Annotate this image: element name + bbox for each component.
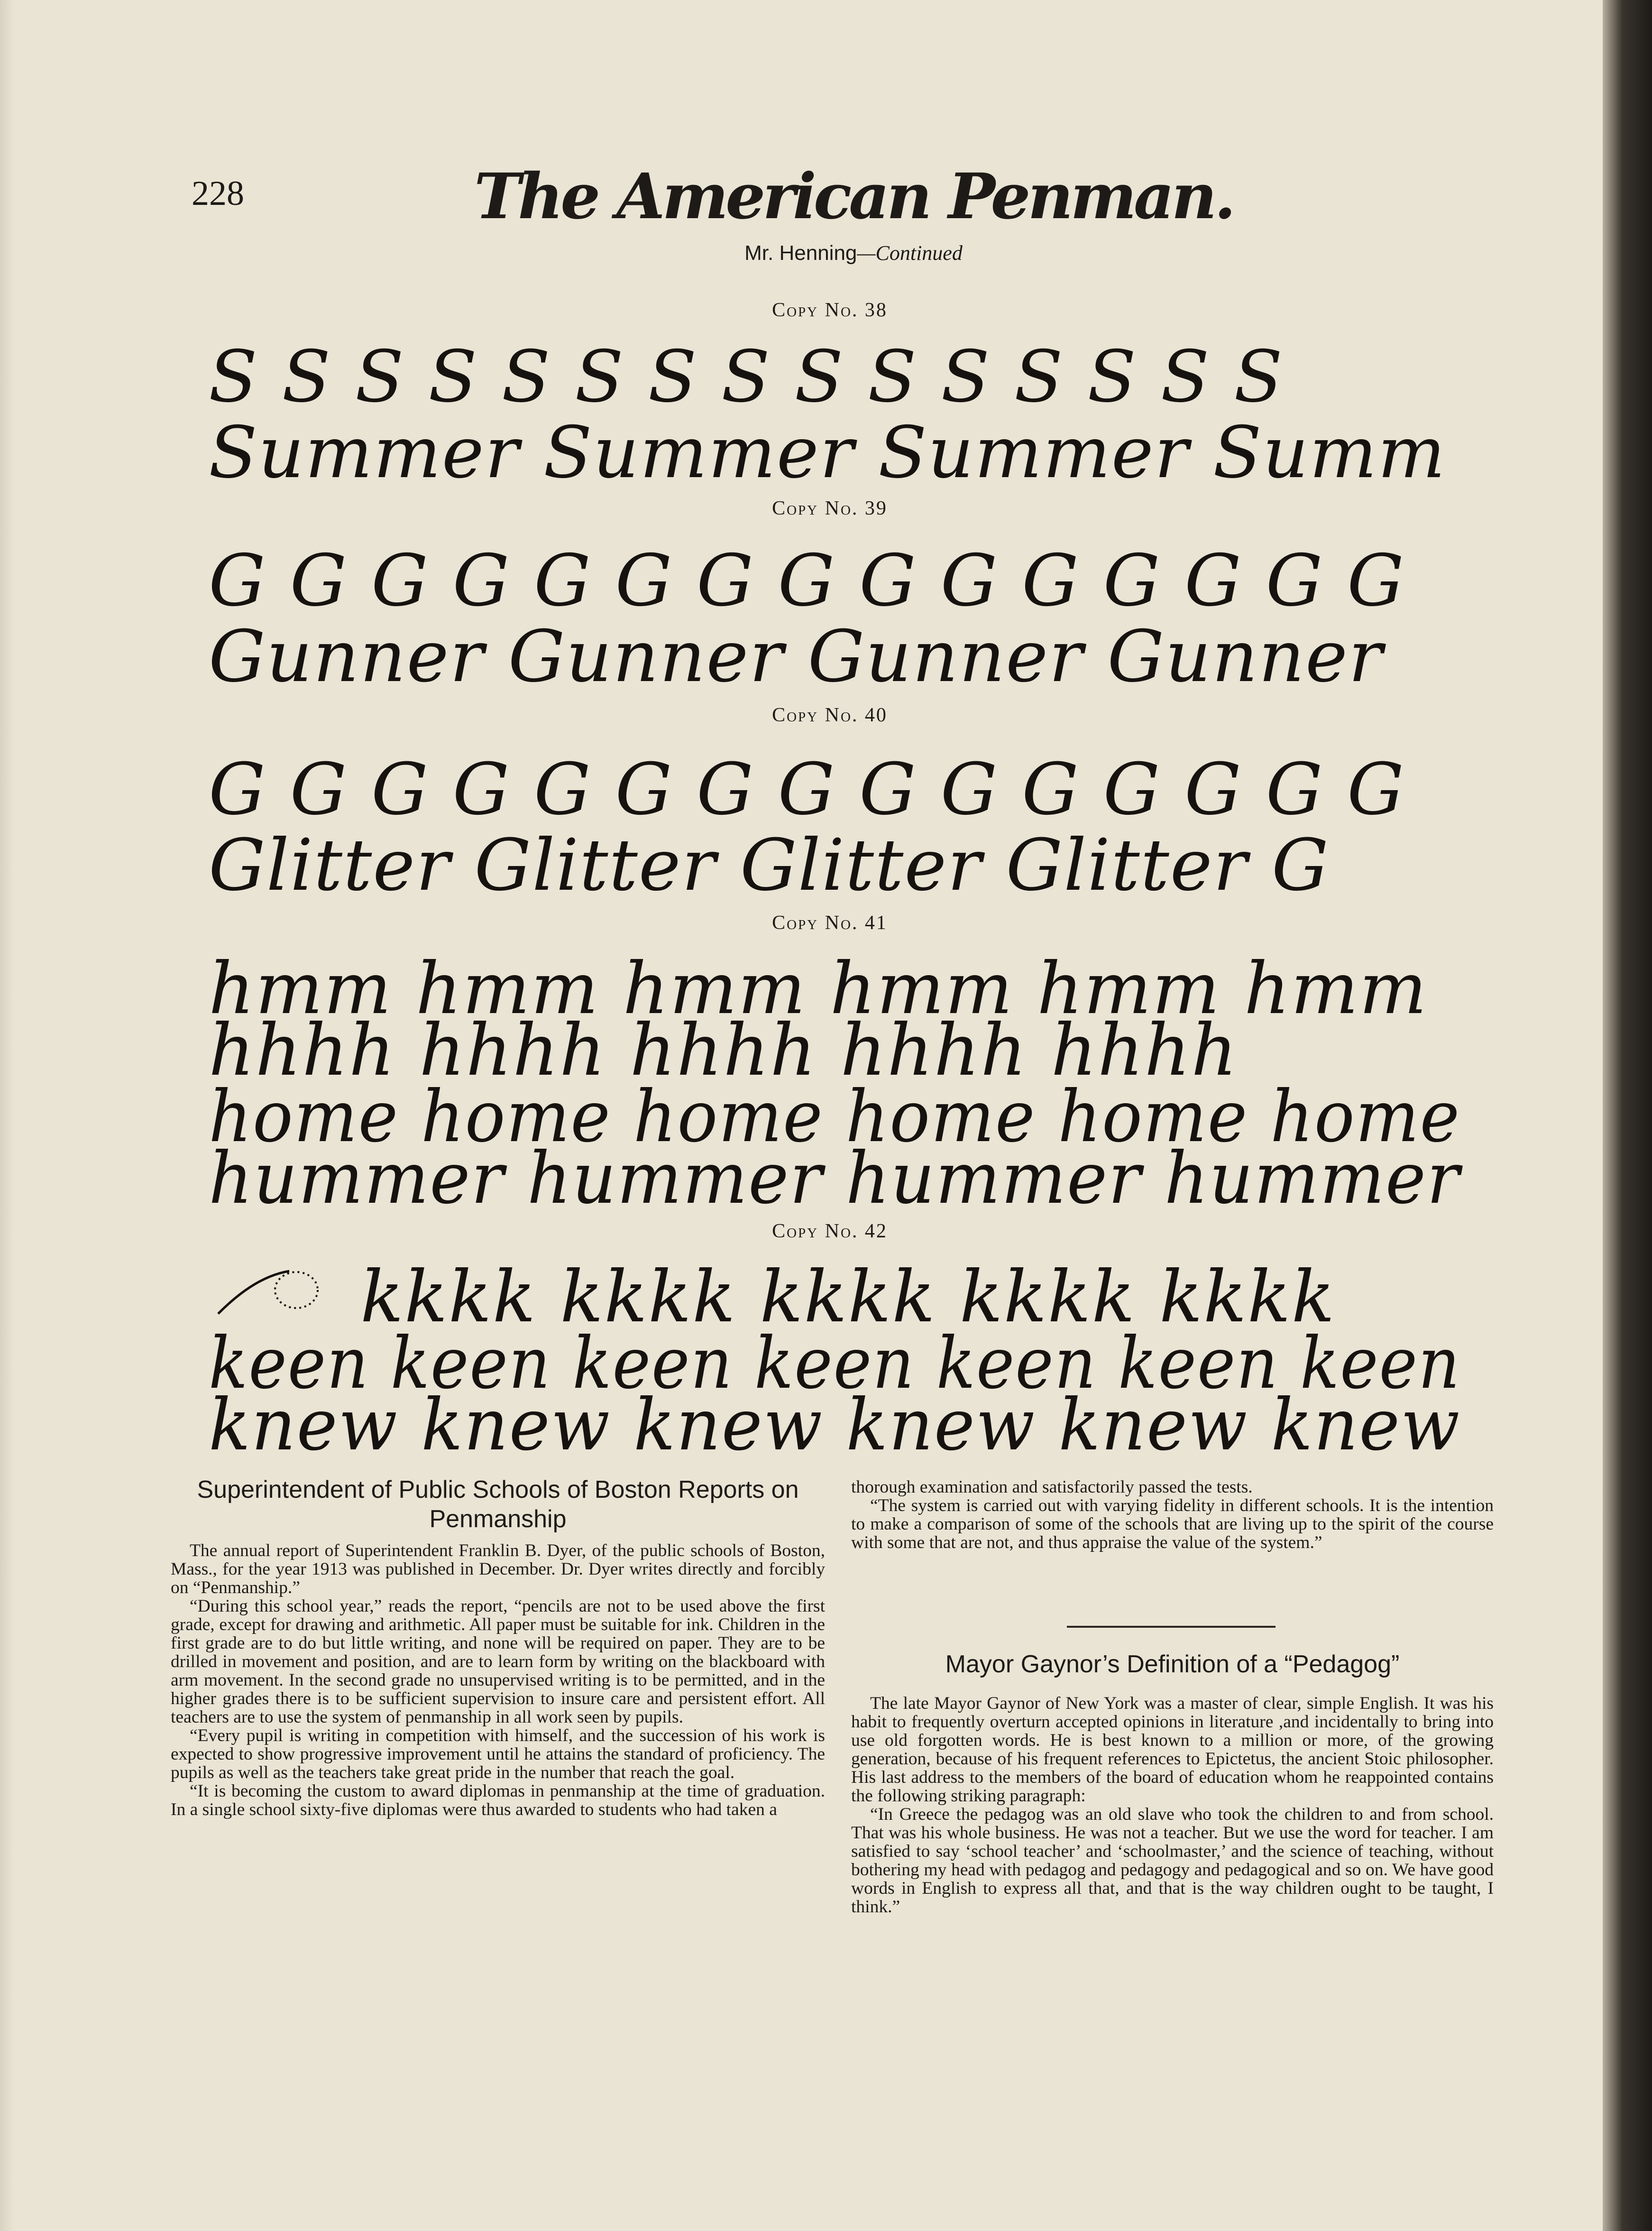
copy-heading-39: Copy No. 39 — [772, 498, 888, 519]
paragraph: “In Greece the pedagog was an old slave who took the children to and from school. That was his whole business. He was not a teacher. But we use the word for teacher. I am satisfied to say ‘school teacher’ and ‘schoolmaster,’ and the science of teaching, without bothering my head with pedagog and pedagogy and pedagogical and so on. We have good words in English to express all that, and that is the way children ought to be taught, I think.” — [851, 1805, 1494, 1917]
script-line-42-1: kkkk kkkk kkkk kkkk kkkk — [360, 1262, 1336, 1333]
paragraph: “It is becoming the custom to award diplomas in penmanship at the time of graduation. In a single school sixty-five diplomas were thus awarded to students who had taken a — [171, 1781, 825, 1819]
oval-drill-mark — [209, 1262, 351, 1318]
continued-line — [474, 241, 1233, 265]
paragraph: “Every pupil is writing in competition with himself, and the succession of his work is expected to show progressive improvement until he attains the standard of proficiency. The pupils as well as the teachers take great pride in the number that reach the goal. — [171, 1726, 825, 1782]
script-line-39-1: G G G G G G G G G G G G G G G — [209, 545, 1405, 617]
page-number: 228 — [192, 174, 244, 213]
article-title-pedagog: Mayor Gaynor’s Definition of a “Pedagog” — [945, 1650, 1400, 1678]
section-divider — [1067, 1626, 1276, 1628]
script-line-42-3: knew knew knew knew knew knew — [209, 1384, 1461, 1466]
script-line-38-1: S S S S S S S S S S S S S S S — [209, 341, 1284, 413]
copy-heading-41: Copy No. 41 — [772, 912, 888, 934]
copy-heading-38: Copy No. 38 — [772, 299, 888, 321]
article-body-boston — [171, 1541, 825, 1819]
script-line-41-4: hummer hummer hummer hummer — [209, 1137, 1460, 1220]
paragraph: The annual report of Superintendent Franklin B. Dyer, of the public schools of Boston, Mass., for the year 1913 was published in December. Dr. Dyer writes directly and forcibly on “Penmanship.” — [171, 1541, 825, 1597]
copy-heading-42: Copy No. 42 — [772, 1220, 888, 1242]
paragraph: “During this school year,” reads the report, “pencils are not to be used above the first grade, except for drawing and arithmetic. All paper must be suitable for ink. Children in the first grade are to do but little writing, and none will be required on paper. They are to be drilled in movement and position, and are to learn form by writing on the blackboard with arm movement. In the second grade no unsupervised writing is to be permitted, and in the higher grades there is to be sufficient supervision to insure care and persistent effort. All teachers are to use the system of penmanship in all work seen by pupils. — [171, 1596, 825, 1727]
scan-edge-shadow — [0, 0, 14, 2231]
continued-label: —Continued — [857, 241, 963, 265]
script-line-41-1: hmm hmm hmm hmm hmm hmm — [209, 953, 1428, 1024]
paragraph: “The system is carried out with varying fidelity in different schools. It is the intention to make a comparison of some of the schools that are living up to the spirit of the course with some that are not, and thus appraise the value of the system.” — [851, 1496, 1494, 1552]
paragraph: The late Mayor Gaynor of New York was a master of clear, simple English. It was his habit to frequently overturn accepted opinions in literature ,and incidentally to bring into use old forgotten words. He is best known to a million or more, of the growing generation, because of his frequent references to Epictetus, the ancient Stoic philosopher. His last address to the members of the board of education whom he reappointed contains the following striking paragraph: — [851, 1694, 1494, 1806]
paragraph: thorough examination and satisfactorily passed the tests. — [851, 1477, 1253, 1497]
book-gutter — [1603, 0, 1652, 2231]
script-line-41-3: home home home home home home — [209, 1076, 1460, 1158]
script-line-41-2: hhhh hhhh hhhh hhhh hhhh — [209, 1015, 1238, 1086]
script-line-38-2: Summer Summer Summer Summ — [209, 417, 1446, 489]
article-body-pedagog — [851, 1694, 1494, 1916]
continued-author: Mr. Henning — [744, 241, 857, 265]
script-line-40-2: Glitter Glitter Glitter Glitter G — [209, 830, 1330, 901]
script-line-40-1: G G G G G G G G G G G G G G G — [209, 754, 1405, 825]
copy-heading-40: Copy No. 40 — [772, 704, 888, 726]
article-continuation-boston — [851, 1478, 1494, 1552]
masthead-logo: The American Penman. — [474, 160, 1233, 233]
script-line-39-2: Gunner Gunner Gunner Gunner — [209, 621, 1384, 692]
script-line-42-2: keen keen keen keen keen keen keen — [209, 1322, 1461, 1405]
article-title-boston: Superintendent of Public Schools of Boston Reports on Penmanship — [197, 1476, 799, 1533]
